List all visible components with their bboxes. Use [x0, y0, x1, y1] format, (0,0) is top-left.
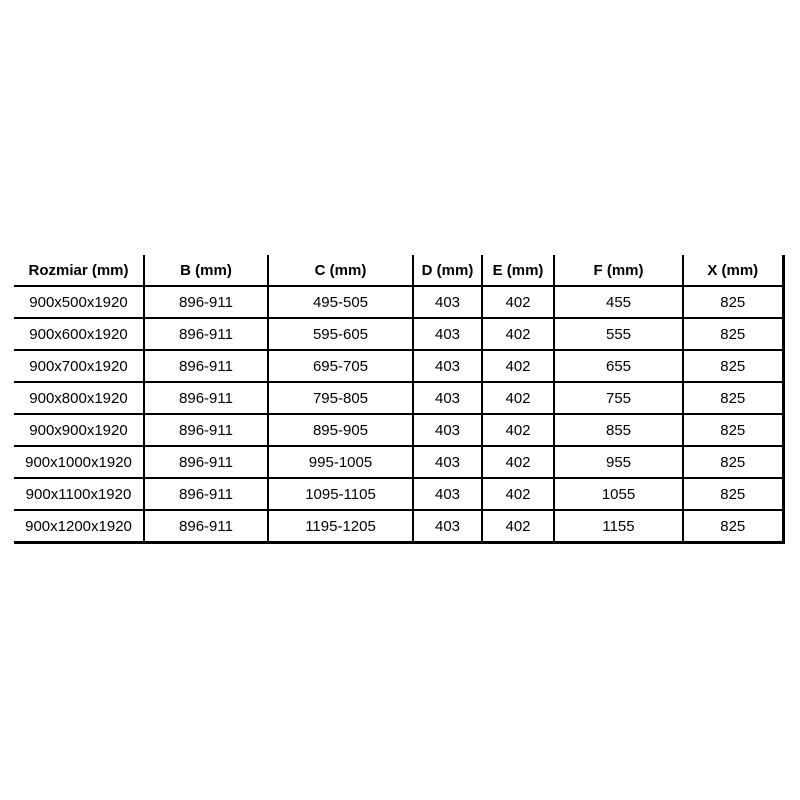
table-cell: 402 — [482, 350, 554, 382]
table-cell: 402 — [482, 446, 554, 478]
table-cell: 825 — [683, 446, 783, 478]
header-cell: B (mm) — [144, 255, 268, 286]
table-cell: 900x1200x1920 — [14, 510, 144, 543]
table-cell: 896-911 — [144, 414, 268, 446]
table-cell: 825 — [683, 382, 783, 414]
table-cell: 403 — [413, 382, 482, 414]
spec-table — [14, 255, 785, 544]
spec-table-body — [14, 286, 783, 543]
table-cell: 896-911 — [144, 382, 268, 414]
table-row — [14, 318, 783, 350]
table-cell: 900x1000x1920 — [14, 446, 144, 478]
table-cell: 825 — [683, 510, 783, 543]
table-cell: 1195-1205 — [268, 510, 413, 543]
table-cell: 900x800x1920 — [14, 382, 144, 414]
table-cell: 1095-1105 — [268, 478, 413, 510]
table-row — [14, 286, 783, 318]
table-cell: 403 — [413, 478, 482, 510]
table-cell: 1055 — [554, 478, 683, 510]
table-cell: 755 — [554, 382, 683, 414]
table-cell: 402 — [482, 286, 554, 318]
table-row — [14, 382, 783, 414]
header-cell: X (mm) — [683, 255, 783, 286]
table-cell: 900x900x1920 — [14, 414, 144, 446]
table-cell: 900x600x1920 — [14, 318, 144, 350]
table-cell: 402 — [482, 318, 554, 350]
table-row — [14, 414, 783, 446]
table-cell: 695-705 — [268, 350, 413, 382]
table-cell: 402 — [482, 382, 554, 414]
header-cell: C (mm) — [268, 255, 413, 286]
table-cell: 402 — [482, 414, 554, 446]
table-cell: 402 — [482, 510, 554, 543]
table-cell: 855 — [554, 414, 683, 446]
table-cell: 403 — [413, 446, 482, 478]
table-cell: 900x1100x1920 — [14, 478, 144, 510]
table-cell: 896-911 — [144, 478, 268, 510]
header-cell: F (mm) — [554, 255, 683, 286]
table-cell: 825 — [683, 478, 783, 510]
table-cell: 896-911 — [144, 286, 268, 318]
table-cell: 895-905 — [268, 414, 413, 446]
table-row — [14, 350, 783, 382]
header-cell: Rozmiar (mm) — [14, 255, 144, 286]
table-row — [14, 510, 783, 543]
table-cell: 900x500x1920 — [14, 286, 144, 318]
table-row — [14, 478, 783, 510]
table-cell: 1155 — [554, 510, 683, 543]
table-cell: 825 — [683, 350, 783, 382]
table-cell: 403 — [413, 350, 482, 382]
table-cell: 555 — [554, 318, 683, 350]
table-cell: 403 — [413, 286, 482, 318]
table-cell: 595-605 — [268, 318, 413, 350]
table-row — [14, 446, 783, 478]
table-cell: 825 — [683, 414, 783, 446]
table-cell: 495-505 — [268, 286, 413, 318]
header-row — [14, 255, 783, 286]
table-cell: 795-805 — [268, 382, 413, 414]
table-cell: 402 — [482, 478, 554, 510]
table-cell: 403 — [413, 510, 482, 543]
header-cell: E (mm) — [482, 255, 554, 286]
table-cell: 403 — [413, 318, 482, 350]
table-cell: 825 — [683, 286, 783, 318]
table-cell: 900x700x1920 — [14, 350, 144, 382]
table-cell: 825 — [683, 318, 783, 350]
table-cell: 896-911 — [144, 510, 268, 543]
table-cell: 995-1005 — [268, 446, 413, 478]
table-cell: 403 — [413, 414, 482, 446]
table-cell: 896-911 — [144, 318, 268, 350]
table-cell: 655 — [554, 350, 683, 382]
table-cell: 896-911 — [144, 350, 268, 382]
table-cell: 896-911 — [144, 446, 268, 478]
header-cell: D (mm) — [413, 255, 482, 286]
table-cell: 955 — [554, 446, 683, 478]
table-cell: 455 — [554, 286, 683, 318]
